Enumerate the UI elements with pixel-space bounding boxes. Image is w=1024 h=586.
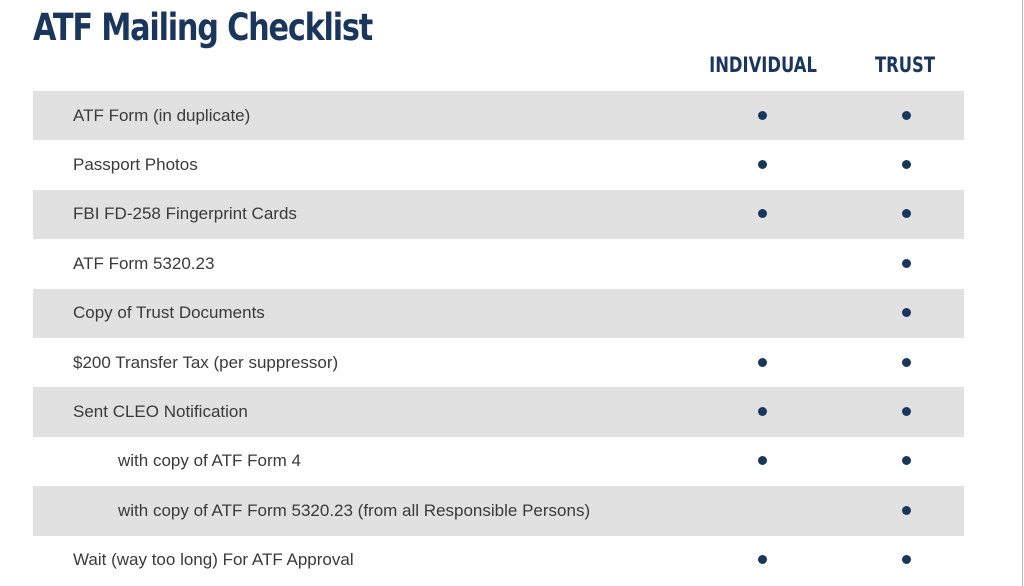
checklist-row [33, 91, 964, 140]
checklist-item-label: $200 Transfer Tax (per suppressor) [73, 352, 339, 372]
individual-bullet-icon [758, 160, 767, 169]
checklist-row [33, 190, 964, 239]
checklist-item-label: with copy of ATF Form 4 [118, 451, 301, 471]
individual-bullet-icon [758, 456, 767, 465]
checklist-row [33, 437, 964, 486]
individual-bullet-icon [758, 407, 767, 416]
checklist-row [33, 140, 964, 189]
checklist-item-label: ATF Form 5320.23 [73, 253, 215, 273]
trust-bullet-icon [902, 209, 911, 218]
checklist-item-label: Wait (way too long) For ATF Approval [73, 550, 354, 570]
checklist-item-label: Sent CLEO Notification [73, 402, 248, 422]
trust-bullet-icon [902, 506, 911, 515]
trust-bullet-icon [902, 358, 911, 367]
column-header-individual: INDIVIDUAL [709, 53, 817, 77]
checklist-row [33, 239, 964, 288]
checklist-row [33, 387, 964, 436]
checklist-row [33, 536, 964, 585]
checklist-row [33, 289, 964, 338]
trust-bullet-icon [902, 160, 911, 169]
checklist-table [33, 91, 964, 585]
trust-bullet-icon [902, 111, 911, 120]
checklist-item-label: FBI FD-258 Fingerprint Cards [73, 204, 297, 224]
trust-bullet-icon [902, 555, 911, 564]
checklist-item-label: ATF Form (in duplicate) [73, 105, 251, 125]
individual-bullet-icon [758, 555, 767, 564]
trust-bullet-icon [902, 407, 911, 416]
checklist-row [33, 486, 964, 535]
individual-bullet-icon [758, 209, 767, 218]
checklist-item-label: Copy of Trust Documents [73, 303, 265, 323]
page-title: ATF Mailing Checklist [33, 6, 372, 49]
trust-bullet-icon [902, 456, 911, 465]
individual-bullet-icon [758, 111, 767, 120]
trust-bullet-icon [902, 308, 911, 317]
individual-bullet-icon [758, 358, 767, 367]
checklist-item-label: Passport Photos [73, 155, 198, 175]
column-header-trust: TRUST [874, 53, 936, 77]
checklist-row [33, 338, 964, 387]
trust-bullet-icon [902, 259, 911, 268]
checklist-item-label: with copy of ATF Form 5320.23 (from all Responsible Persons) [118, 500, 591, 520]
